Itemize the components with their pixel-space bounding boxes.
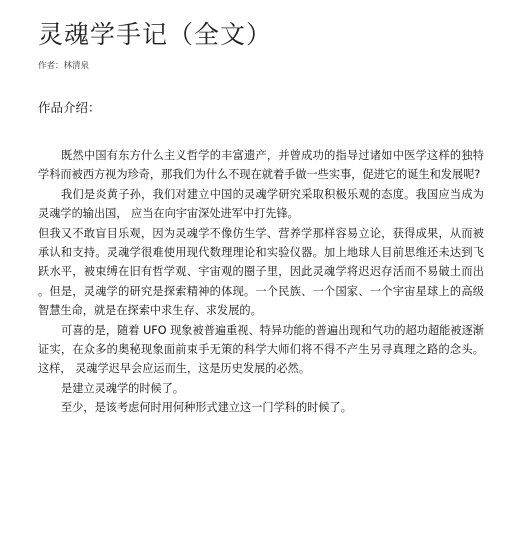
body-paragraph: 可喜的是，随着 UFO 现象被普遍重视、特异功能的普遍出现和气功的超功超能被逐渐证实，在众多的奥秘现象面前束手无策的科学大师们将不得不产生另寻真理之路的念头。这样， 灵魂学迟早会应运而生，这是历史发展的必然。 <box>38 323 484 376</box>
body-paragraph: 是建立灵魂学的时候了。 <box>61 381 185 395</box>
body-paragraph: 但我又不敢盲目乐观，因为灵魂学不像仿生学、营养学那样容易立论，获得成果，从而被承认和支持。灵魂学很难使用现代数理理论和实验仪器。加上地球人目前思维还未达到飞跃水平，被束缚在旧有哲学观、宇宙观的圈子里，因此灵魂学将迟迟存活而不易破土而出。但是，灵魂学的研究是探索精神的体现。一个民族、一个国家、一个宇宙星球上的高级智慧生命，就是在探索中求生存、求发展的。 <box>38 226 484 318</box>
document-body <box>38 146 484 418</box>
body-paragraph: 既然中国有东方什么主义哲学的丰富遗产，并曾成功的指导过诸如中医学这样的独特学科而被西方视为珍奇，那我们为什么不现在就着手做一些实事，促进它的诞生和发展呢? <box>38 149 484 182</box>
document-title: 灵魂学手记（全文） <box>38 20 273 49</box>
section-heading: 作品介绍： <box>38 100 101 115</box>
body-paragraph: 我们是炎黄子孙，我们对建立中国的灵魂学研究采取积极乐观的态度。我国应当成为灵魂学的输出国， 应当在向宇宙深处进军中打先锋。 <box>38 187 484 221</box>
body-paragraph: 至少，是该考虑何时用何种形式建立这一门学科的时候了。 <box>61 401 352 415</box>
author-line: 作者：林清泉 <box>38 61 90 71</box>
